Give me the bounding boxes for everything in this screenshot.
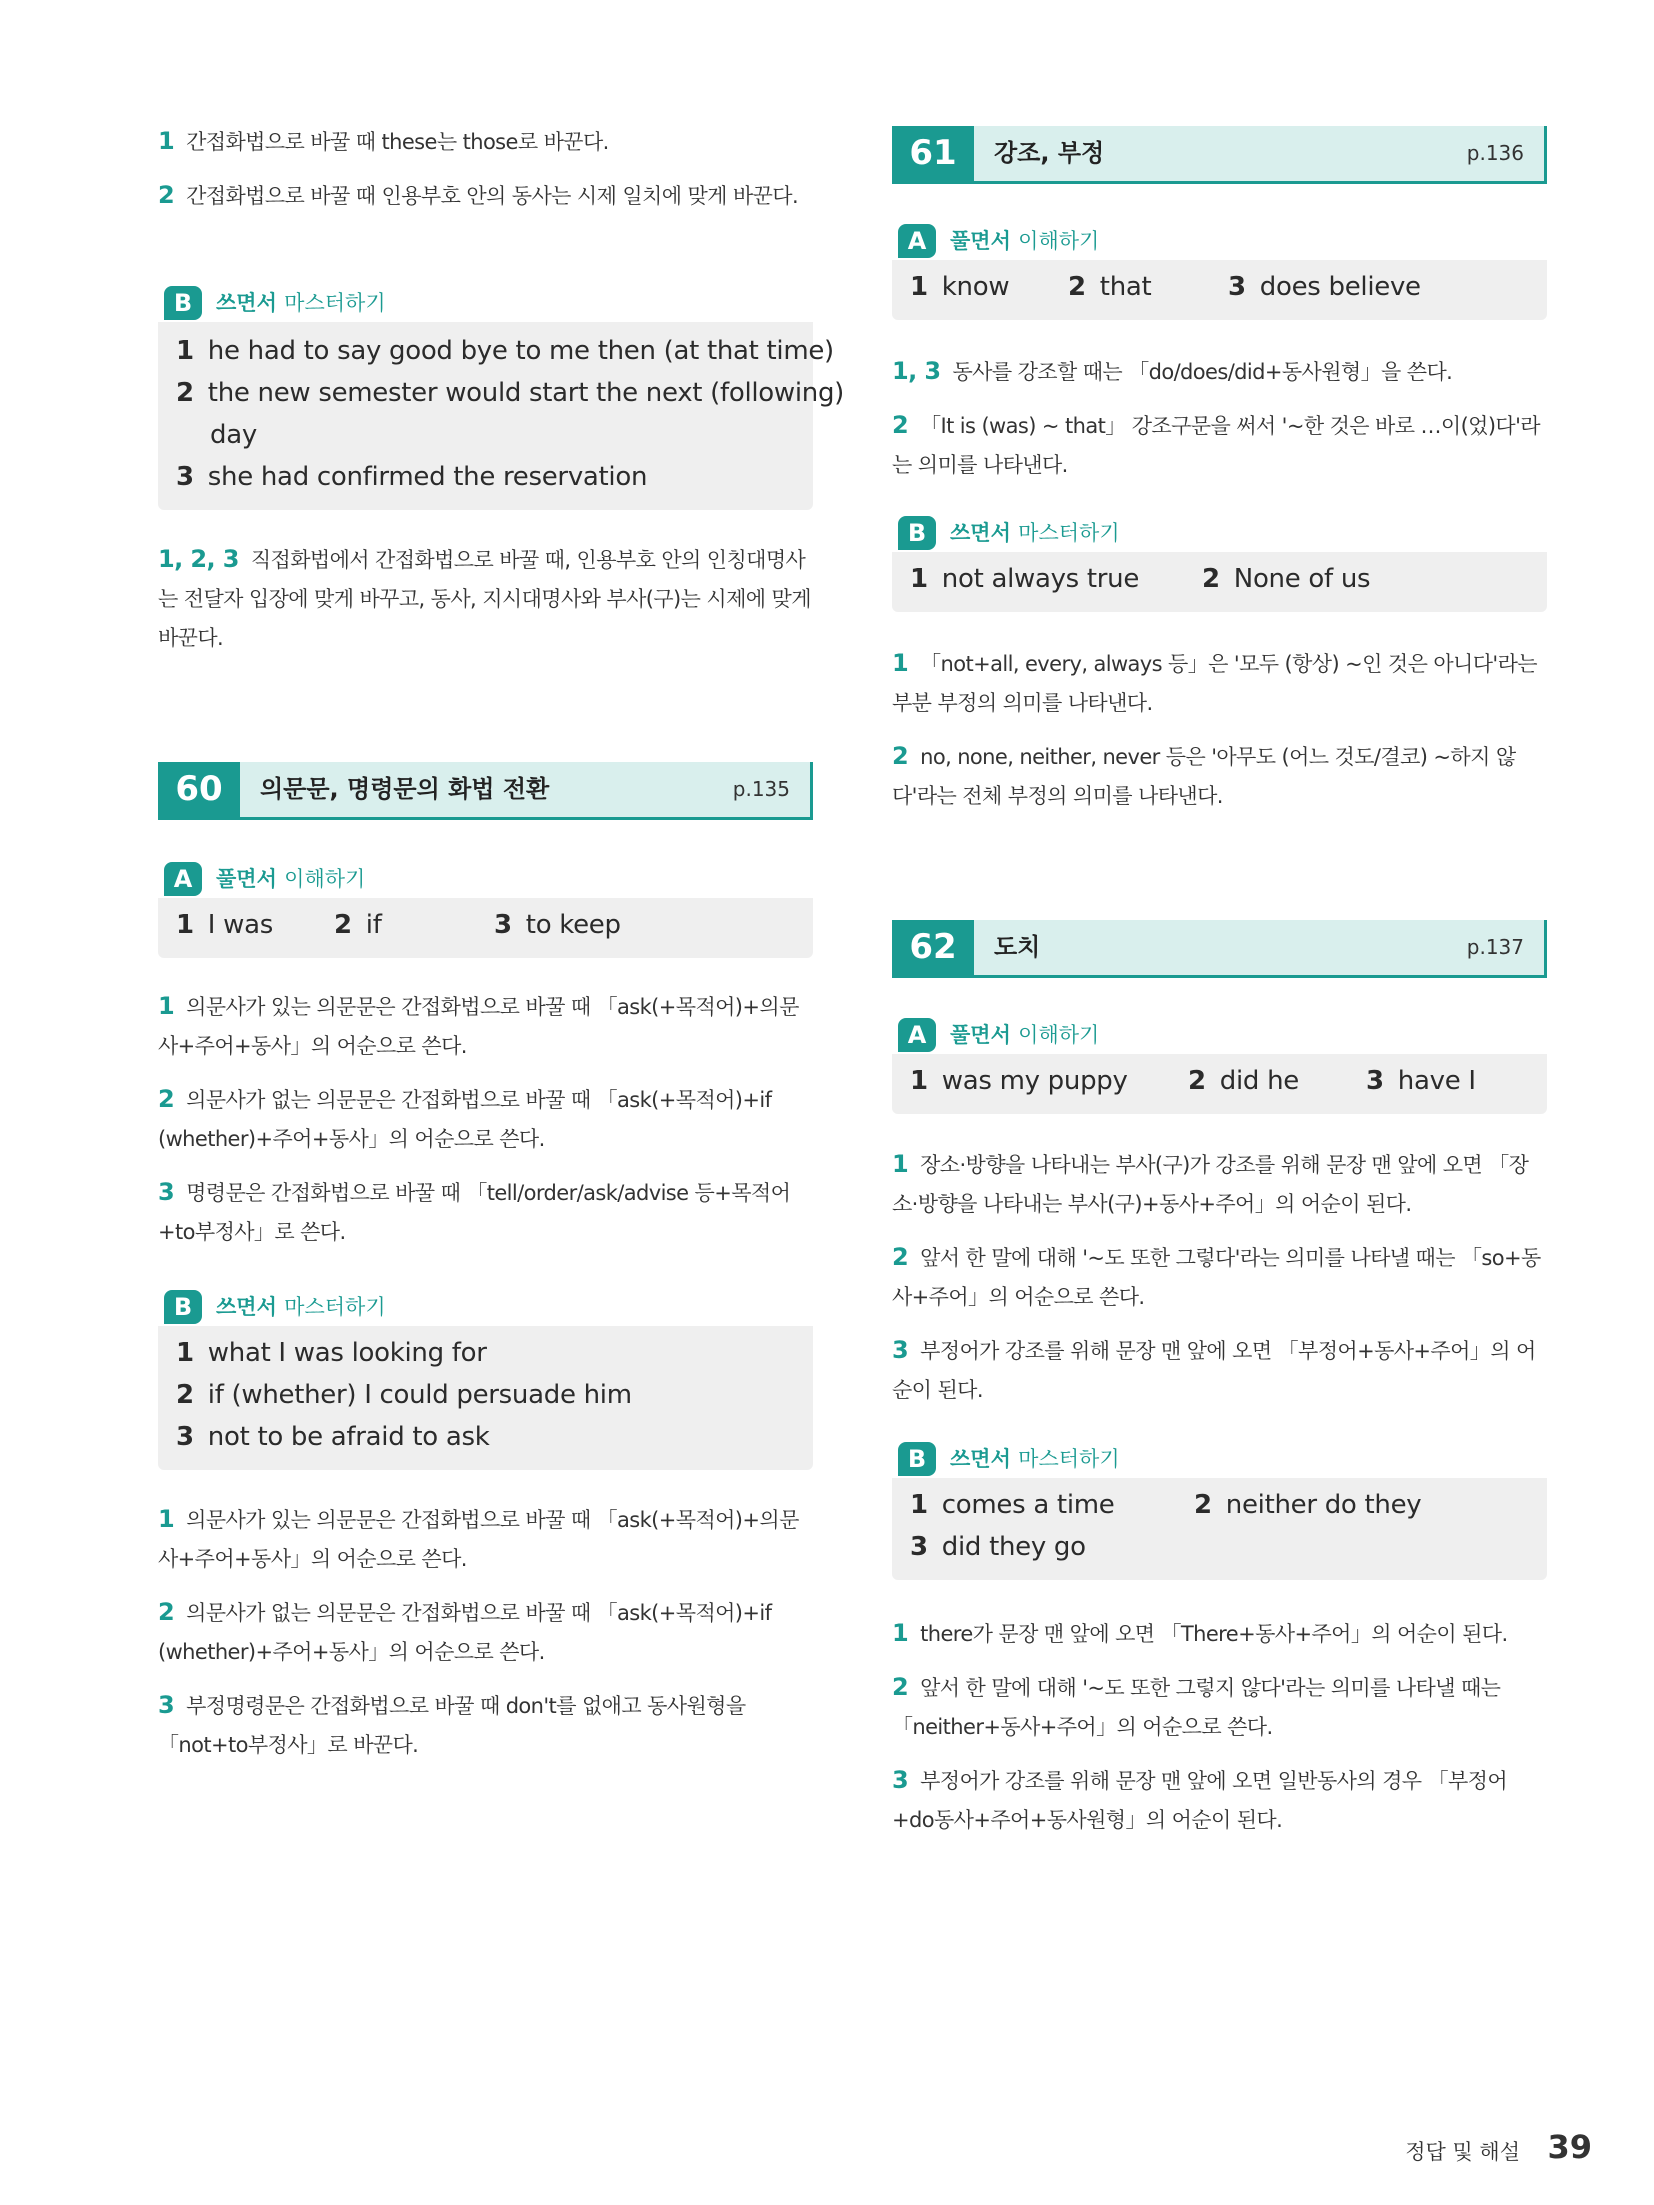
note-text: 부정어가 강조를 위해 문장 맨 앞에 오면 일반동사의 경우 「부정어+do동사+주어+동사원형」의 어순이 된다. xyxy=(892,1769,1508,1832)
answer-text: he had to say good bye to me then (at that time) xyxy=(207,336,834,366)
answer-item xyxy=(1228,272,1421,302)
subsection-title-rest: 마스터하기 xyxy=(1018,1447,1120,1471)
answer-number: 2 xyxy=(176,378,194,408)
subsection-title xyxy=(950,224,1099,258)
answer-item xyxy=(494,910,621,940)
note-item xyxy=(158,122,813,162)
subsection-title xyxy=(950,1442,1120,1476)
answer-text: did he xyxy=(1219,1066,1299,1096)
subsection-letter: A xyxy=(164,862,202,896)
subsection-title-rest: 마스터하기 xyxy=(284,291,386,315)
answer-text: neither do they xyxy=(1225,1490,1422,1520)
section-title: 도치 xyxy=(994,933,1041,961)
answer-text: day xyxy=(210,420,257,450)
answer-number: 2 xyxy=(1202,564,1220,594)
note-item xyxy=(158,1080,813,1159)
answer-item xyxy=(910,272,1009,302)
note-text: 장소·방향을 나타내는 부사(구)가 강조를 위해 문장 맨 앞에 오면 「장소·방향을 나타내는 부사(구)+동사+주어」의 어순이 된다. xyxy=(892,1153,1529,1216)
note-number: 1 xyxy=(158,127,175,155)
answer-item xyxy=(176,1380,632,1410)
answer-item xyxy=(910,564,1139,594)
answer-box xyxy=(892,1478,1547,1580)
answer-text: she had confirmed the reservation xyxy=(207,462,648,492)
answer-box xyxy=(892,1054,1547,1114)
subsection-title-bold: 쓰면서 xyxy=(216,1295,277,1319)
answer-item xyxy=(1202,564,1370,594)
subsection-title-bold: 풀면서 xyxy=(216,867,277,891)
subsection-title xyxy=(950,516,1120,550)
answer-number: 3 xyxy=(176,1422,194,1452)
answer-text: to keep xyxy=(525,910,621,940)
answer-box xyxy=(158,322,845,510)
note-number: 3 xyxy=(158,1178,175,1206)
note-text: 의문사가 있는 의문문은 간접화법으로 바꿀 때 「ask(+목적어)+의문사+주어+동사」의 어순으로 쓴다. xyxy=(158,1508,799,1571)
answer-text: if (whether) I could persuade him xyxy=(207,1380,632,1410)
answer-text: not to be afraid to ask xyxy=(207,1422,490,1452)
section-page-ref: p.137 xyxy=(1466,935,1524,959)
note-number: 2 xyxy=(158,181,175,209)
subsection-title-bold: 쓰면서 xyxy=(950,1447,1011,1471)
note-number: 2 xyxy=(892,742,909,770)
note-item xyxy=(892,1761,1547,1840)
answer-item xyxy=(1366,1066,1476,1096)
answer-item xyxy=(910,1532,1086,1562)
subsection-title-rest: 마스터하기 xyxy=(1018,521,1120,545)
answer-item xyxy=(176,462,647,492)
note-item xyxy=(158,1173,813,1252)
answer-item xyxy=(1068,272,1151,302)
answer-number: 3 xyxy=(494,910,512,940)
answer-item xyxy=(176,1338,487,1368)
answer-item xyxy=(910,1066,1128,1096)
subsection-title-bold: 풀면서 xyxy=(950,1023,1011,1047)
note-number: 2 xyxy=(158,1085,175,1113)
note-number: 1 xyxy=(158,1505,175,1533)
subsection-title xyxy=(950,1018,1099,1052)
section-title: 의문문, 명령문의 화법 전환 xyxy=(260,775,550,803)
answer-item xyxy=(176,910,273,940)
note-text: 의문사가 없는 의문문은 간접화법으로 바꿀 때 「ask(+목적어)+if (whether)+주어+동사」의 어순으로 쓴다. xyxy=(158,1601,772,1664)
note-text: 의문사가 없는 의문문은 간접화법으로 바꿀 때 「ask(+목적어)+if (whether)+주어+동사」의 어순으로 쓴다. xyxy=(158,1088,772,1151)
note-number: 1 xyxy=(892,649,909,677)
answer-item xyxy=(210,420,257,450)
answer-number: 3 xyxy=(910,1532,928,1562)
answer-box xyxy=(158,898,813,958)
answer-number: 2 xyxy=(1194,1490,1212,1520)
subsection-letter: B xyxy=(164,1290,202,1324)
section-header-60 xyxy=(158,762,813,820)
note-number: 2 xyxy=(892,411,909,439)
note-text: 부정어가 강조를 위해 문장 맨 앞에 오면 「부정어+동사+주어」의 어순이 된다. xyxy=(892,1339,1536,1402)
subsection-title-rest: 이해하기 xyxy=(1018,229,1100,253)
note-number: 2 xyxy=(158,1598,175,1626)
note-text: 부정명령문은 간접화법으로 바꿀 때 don't를 없애고 동사원형을 「not+to부정사」로 바꾼다. xyxy=(158,1694,746,1757)
note-item xyxy=(892,406,1547,485)
answer-number: 2 xyxy=(1068,272,1086,302)
note-text: no, none, neither, never 등은 '아무도 (어느 것도/결코) ~하지 않다'라는 전체 부정의 의미를 나타낸다. xyxy=(892,745,1516,808)
answer-text: if xyxy=(365,910,382,940)
note-number: 3 xyxy=(158,1691,175,1719)
answer-text: None of us xyxy=(1233,564,1371,594)
note-number: 1 xyxy=(892,1619,909,1647)
note-number: 1 xyxy=(158,992,175,1020)
note-text: 명령문은 간접화법으로 바꿀 때 「tell/order/ask/advise 등+목적어+to부정사」로 쓴다. xyxy=(158,1181,791,1244)
subsection-title-bold: 쓰면서 xyxy=(950,521,1011,545)
answer-text: was my puppy xyxy=(941,1066,1128,1096)
note-text: 앞서 한 말에 대해 '~도 또한 그렇지 않다'라는 의미를 나타낼 때는 「neither+동사+주어」의 어순으로 쓴다. xyxy=(892,1676,1501,1739)
answer-text: not always true xyxy=(941,564,1140,594)
subsection-letter: A xyxy=(898,1018,936,1052)
note-number: 2 xyxy=(892,1673,909,1701)
note-number: 1, 2, 3 xyxy=(158,545,239,573)
subsection-title-bold: 풀면서 xyxy=(950,229,1011,253)
note-number: 3 xyxy=(892,1336,909,1364)
answer-box xyxy=(892,260,1547,320)
section-number: 62 xyxy=(892,920,974,975)
answer-text: know xyxy=(941,272,1010,302)
page-number: 39 xyxy=(1547,2128,1592,2166)
answer-number: 1 xyxy=(176,910,194,940)
note-text: 간접화법으로 바꿀 때 these는 those로 바꾼다. xyxy=(186,130,609,154)
answer-box xyxy=(892,552,1547,612)
subsection-title-rest: 이해하기 xyxy=(284,867,366,891)
note-item xyxy=(892,1668,1547,1747)
answer-text: have I xyxy=(1397,1066,1476,1096)
answer-number: 2 xyxy=(176,1380,194,1410)
note-item xyxy=(892,1614,1547,1654)
footer-label: 정답 및 해설 xyxy=(1405,2140,1520,2164)
note-item xyxy=(158,1686,813,1765)
answer-text: did they go xyxy=(941,1532,1086,1562)
subsection-title-bold: 쓰면서 xyxy=(216,291,277,315)
answer-item xyxy=(334,910,382,940)
note-text: 「not+all, every, always 등」은 '모두 (항상) ~인 것은 아니다'라는 부분 부정의 의미를 나타낸다. xyxy=(892,652,1537,715)
answer-number: 3 xyxy=(1228,272,1246,302)
subsection-title xyxy=(216,286,386,320)
note-text: 동사를 강조할 때는 「do/does/did+동사원형」을 쓴다. xyxy=(952,360,1453,384)
answer-number: 1 xyxy=(176,1338,194,1368)
answer-number: 1 xyxy=(176,336,194,366)
section-page-ref: p.135 xyxy=(732,777,790,801)
note-item xyxy=(892,1331,1547,1410)
section-number: 60 xyxy=(158,762,240,817)
answer-item xyxy=(1188,1066,1299,1096)
note-item xyxy=(158,1500,813,1579)
answer-text: what I was looking for xyxy=(207,1338,487,1368)
subsection-letter: A xyxy=(898,224,936,258)
answer-number: 1 xyxy=(910,272,928,302)
note-item xyxy=(892,737,1547,816)
note-text: 「It is (was) ~ that」 강조구문을 써서 '~한 것은 바로 …이(었)다'라는 의미를 나타낸다. xyxy=(892,414,1540,477)
subsection-letter: B xyxy=(164,286,202,320)
section-number: 61 xyxy=(892,126,974,181)
answer-number: 1 xyxy=(910,1490,928,1520)
note-item xyxy=(892,644,1547,723)
note-number: 1, 3 xyxy=(892,357,941,385)
answer-text: the new semester would start the next (following) xyxy=(207,378,845,408)
section-header-61 xyxy=(892,126,1547,184)
answer-number: 2 xyxy=(334,910,352,940)
answer-number: 3 xyxy=(1366,1066,1384,1096)
note-text: 간접화법으로 바꿀 때 인용부호 안의 동사는 시제 일치에 맞게 바꾼다. xyxy=(186,184,799,208)
answer-item xyxy=(176,1422,489,1452)
note-item xyxy=(158,540,813,658)
note-text: 의문사가 있는 의문문은 간접화법으로 바꿀 때 「ask(+목적어)+의문사+주어+동사」의 어순으로 쓴다. xyxy=(158,995,799,1058)
answer-item xyxy=(1194,1490,1421,1520)
subsection-title-rest: 마스터하기 xyxy=(284,1295,386,1319)
note-item xyxy=(158,1593,813,1672)
answer-text: does believe xyxy=(1259,272,1421,302)
answer-number: 3 xyxy=(176,462,194,492)
section-title: 강조, 부정 xyxy=(994,139,1105,167)
note-number: 1 xyxy=(892,1150,909,1178)
subsection-title xyxy=(216,1290,386,1324)
note-item xyxy=(892,1145,1547,1224)
section-page-ref: p.136 xyxy=(1466,141,1524,165)
answer-text: comes a time xyxy=(941,1490,1115,1520)
answer-item xyxy=(176,378,844,408)
note-text: 앞서 한 말에 대해 '~도 또한 그렇다'라는 의미를 나타낼 때는 「so+동사+주어」의 어순으로 쓴다. xyxy=(892,1246,1541,1309)
subsection-title xyxy=(216,862,365,896)
answer-number: 1 xyxy=(910,1066,928,1096)
answer-box xyxy=(158,1326,813,1470)
answer-item xyxy=(910,1490,1114,1520)
answer-number: 1 xyxy=(910,564,928,594)
note-item xyxy=(158,176,813,216)
answer-text: I was xyxy=(207,910,273,940)
answer-number: 2 xyxy=(1188,1066,1206,1096)
answer-item xyxy=(176,336,834,366)
note-number: 2 xyxy=(892,1243,909,1271)
note-item xyxy=(892,1238,1547,1317)
section-header-62 xyxy=(892,920,1547,978)
note-text: 직접화법에서 간접화법으로 바꿀 때, 인용부호 안의 인칭대명사는 전달자 입장에 맞게 바꾸고, 동사, 지시대명사와 부사(구)는 시제에 맞게 바꾼다. xyxy=(158,548,811,650)
answer-text: that xyxy=(1099,272,1152,302)
subsection-title-rest: 이해하기 xyxy=(1018,1023,1100,1047)
note-item xyxy=(158,987,813,1066)
note-number: 3 xyxy=(892,1766,909,1794)
note-item xyxy=(892,352,1547,392)
subsection-letter: B xyxy=(898,1442,936,1476)
subsection-letter: B xyxy=(898,516,936,550)
note-text: there가 문장 맨 앞에 오면 「There+동사+주어」의 어순이 된다. xyxy=(920,1622,1508,1646)
